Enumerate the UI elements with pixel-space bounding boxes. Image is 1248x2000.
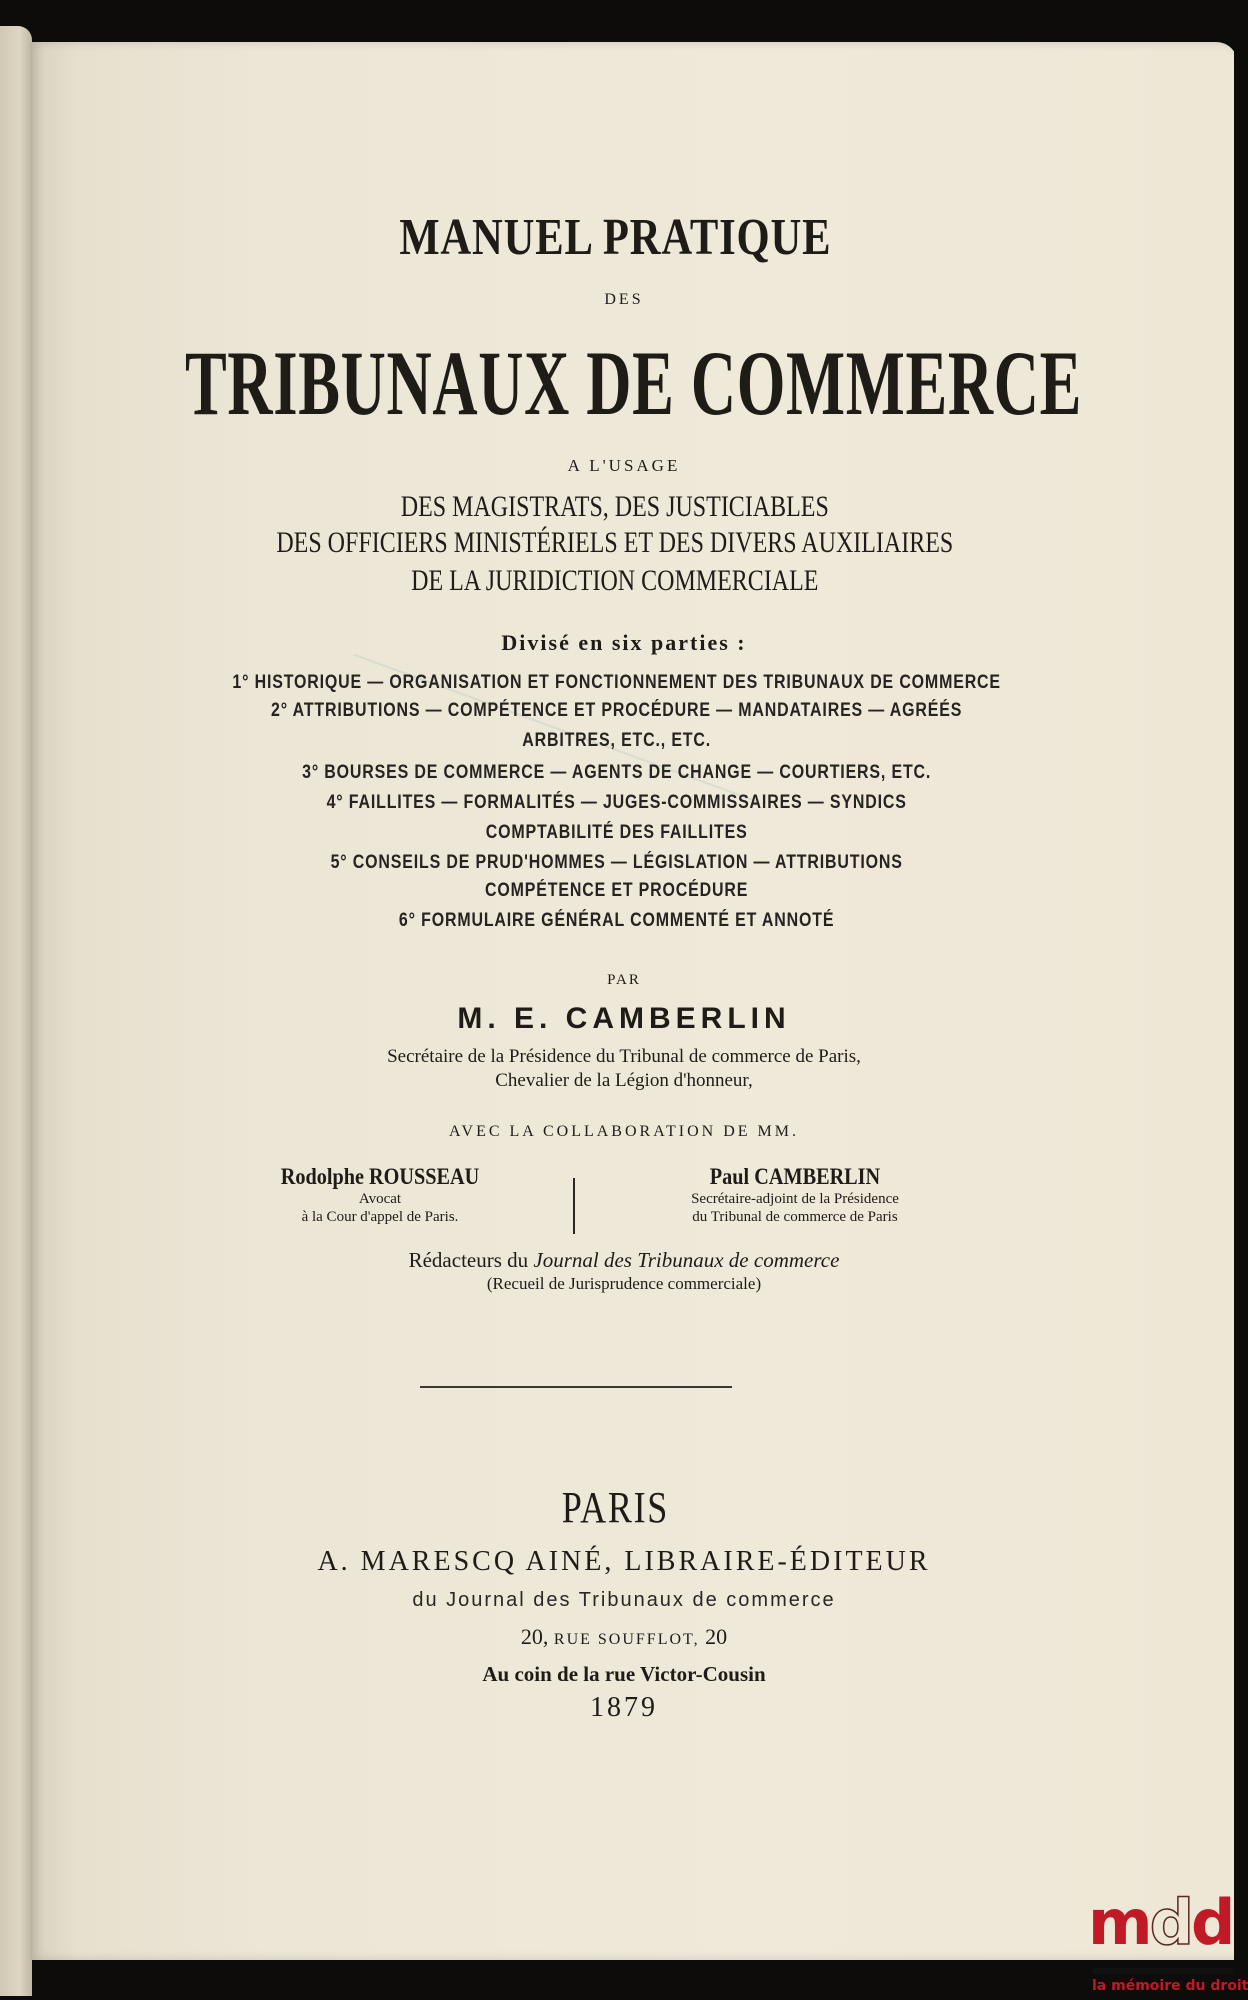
- collaborator-name: Paul CAMBERLIN: [709, 1164, 881, 1189]
- audience-line: DE LA JURIDICTION COMMERCIALE: [411, 564, 819, 597]
- collaborator-detail: Avocat: [358, 1191, 402, 1207]
- collaborator-rousseau: [200, 1164, 560, 1226]
- logo-tagline: la mémoire du droit: [1092, 1978, 1248, 1994]
- collaborator-detail: à la Cour d'appel de Paris.: [301, 1209, 459, 1225]
- title-connector: DES: [604, 291, 644, 308]
- by-label: PAR: [607, 972, 641, 988]
- imprint-publisher-note: du Journal des Tribunaux de commerce: [412, 1589, 836, 1611]
- part-line: 6° FORMULAIRE GÉNÉRAL COMMENTÉ ET ANNOTÉ: [398, 910, 835, 931]
- imprint-address: [0, 1624, 1248, 1650]
- part-line: COMPTABILITÉ DES FAILLITES: [485, 822, 748, 843]
- editors-prefix: Rédacteurs du: [408, 1248, 534, 1272]
- address-number: 20,: [520, 1624, 549, 1649]
- editors-line: [0, 1248, 1248, 1273]
- collaborator-detail: du Tribunal de commerce de Paris: [692, 1209, 898, 1225]
- usage-line: A L'USAGE: [567, 456, 681, 475]
- editors-note: (Recueil de Jurisprudence commerciale): [486, 1274, 762, 1293]
- imprint-corner: Au coin de la rue Victor-Cousin: [482, 1662, 766, 1686]
- vertical-divider: [573, 1178, 575, 1234]
- address-number: 20: [705, 1624, 728, 1649]
- author-role: Chevalier de la Légion d'honneur,: [495, 1070, 753, 1091]
- part-line: COMPÉTENCE ET PROCÉDURE: [485, 880, 749, 901]
- part-line: ARBITRES, ETC., ETC.: [522, 730, 712, 751]
- parts-heading: Divisé en six parties :: [501, 630, 747, 655]
- part-line: 1° HISTORIQUE — ORGANISATION ET FONCTIONNEMENT DES TRIBUNAUX DE COMMERCE: [232, 672, 1001, 693]
- collaborator-camberlin: [620, 1164, 970, 1226]
- collaborator-detail: Secrétaire-adjoint de la Présidence: [691, 1191, 899, 1207]
- part-line: 5° CONSEILS DE PRUD'HOMMES — LÉGISLATION — ATTRIBUTIONS: [330, 852, 903, 873]
- address-street: RUE SOUFFLOT,: [553, 1631, 700, 1648]
- mdd-watermark-logo: [1088, 1886, 1248, 2000]
- part-line: 3° BOURSES DE COMMERCE — AGENTS DE CHANGE — COURTIERS, ETC.: [302, 762, 932, 783]
- title-line-1: MANUEL PRATIQUE: [399, 209, 832, 266]
- journal-title: Journal des Tribunaux de commerce: [533, 1248, 840, 1272]
- collaborator-name: Rodolphe ROUSSEAU: [280, 1164, 480, 1189]
- imprint-year: 1879: [590, 1692, 658, 1723]
- audience-line: DES OFFICIERS MINISTÉRIELS ET DES DIVERS AUXILIAIRES: [276, 526, 954, 559]
- collaboration-heading: AVEC LA COLLABORATION DE MM.: [449, 1123, 799, 1140]
- author-name: M. E. CAMBERLIN: [457, 1002, 791, 1035]
- imprint-city: PARIS: [561, 1483, 669, 1532]
- horizontal-rule: [420, 1386, 732, 1388]
- mdd-logo-icon: mdd: [1088, 1886, 1233, 1959]
- collaborators: [0, 1164, 1248, 1244]
- imprint-publisher: A. MARESCQ AINÉ, LIBRAIRE-ÉDITEUR: [317, 1546, 931, 1577]
- title-line-2: TRIBUNAUX DE COMMERCE: [184, 332, 1083, 434]
- audience-line: DES MAGISTRATS, DES JUSTICIABLES: [400, 490, 829, 523]
- part-line: 4° FAILLITES — FORMALITÉS — JUGES-COMMISSAIRES — SYNDICS: [326, 792, 907, 813]
- logo-underline: [1092, 1968, 1234, 1974]
- author-role: Secrétaire de la Présidence du Tribunal de commerce de Paris,: [387, 1046, 861, 1067]
- part-line: 2° ATTRIBUTIONS — COMPÉTENCE ET PROCÉDURE — MANDATAIRES — AGRÉÉS: [271, 700, 963, 721]
